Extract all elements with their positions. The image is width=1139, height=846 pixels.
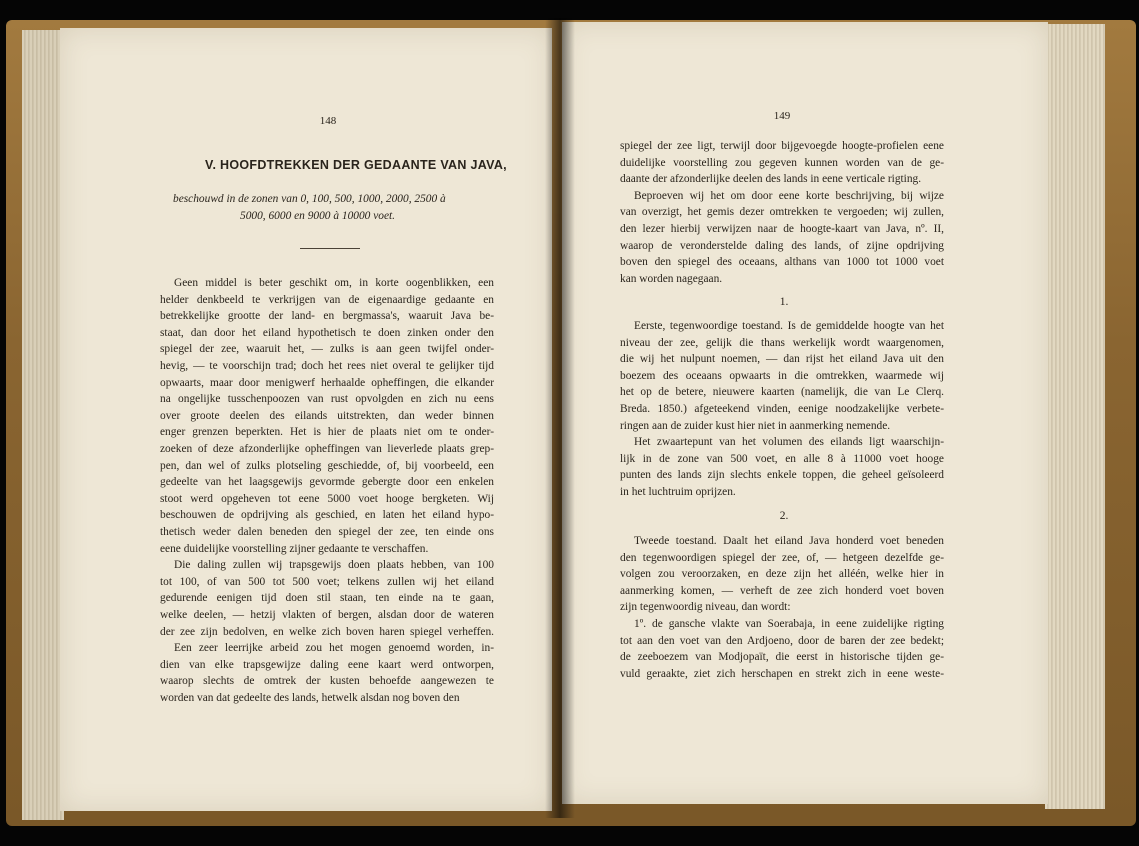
text-line: het op de betere, nieuwere kaarten (namelijk, die van Le Clerq.	[620, 386, 944, 399]
chapter-heading: V. HOOFDTREKKEN DER GEDAANTE VAN JAVA,	[205, 158, 507, 172]
text-line: over groote deelen des eilands uitstrekten, dan weder binnen	[160, 409, 494, 422]
text-line: Een zeer leerrijke arbeid zou het mogen genoemd worden, in-	[174, 642, 494, 655]
text-line: van overzigt, het gemis dezer omtrekken te vergoeden; wij zullen,	[620, 206, 944, 219]
text-line: zoeken of deze afzonderlijke opheffingen van lieverlede plaats grep-	[160, 443, 494, 455]
divider-rule	[300, 248, 360, 249]
text-line: Geen middel is beter geschikt om, in korte oogenblikken, een	[174, 277, 494, 289]
text-line: na ongelijke tusschenpoozen van rust opvolgden en zich nu eens	[160, 393, 494, 406]
left-page	[60, 28, 552, 811]
text-line: ringen aan de zuider kust hier niet in aanmerking nemende.	[620, 419, 891, 432]
text-line: daante der afzonderlijke deelen des lands in eene verticale rigting.	[620, 173, 922, 186]
text-line: punten des lands zijn slechts enkele toppen, die geheel geïsoleerd	[620, 469, 944, 482]
text-line: Het zwaartepunt van het volumen des eilands ligt waarschijn-	[634, 436, 944, 449]
section-number: 1.	[779, 296, 789, 308]
text-line: de zeeboezem van Modjopaït, die eerst in historische tijden ge-	[620, 651, 944, 664]
text-line: stoot werd opgeheven tot eene 5000 voet hooge bergketen. Wij	[160, 492, 494, 505]
text-line: eene duidelijke voorstelling zijner gedaante te verschaffen.	[160, 542, 429, 555]
text-line: beschouwen de opdrijving als geschied, en laten het eiland hypo-	[160, 509, 494, 522]
text-line: zijn tegenwoordig niveau, dan wordt:	[620, 601, 791, 614]
page-edges-left	[22, 30, 64, 820]
text-line: spiegel der zee ligt, terwijl door bijgevoegde hoogte-profielen eene	[620, 140, 944, 152]
text-line: kan worden nagegaan.	[620, 272, 723, 285]
text-line: den lezer hierbij verwijzen naar de hoogte-kaart van Java, nº. II,	[620, 223, 944, 235]
right-page	[562, 22, 1048, 804]
book-gutter	[545, 18, 575, 818]
text-line: tot 100, of van 500 tot 500 voet; telkens zullen wij het eiland	[160, 575, 494, 588]
text-line: boven den spiegel des oceaans, althans van 1000 tot 1000 voet	[620, 256, 944, 269]
text-line: Beproeven wij het om door eene korte beschrijving, bij wijze	[634, 189, 944, 202]
page-edges-right	[1045, 24, 1105, 809]
text-line: pen, dan wel of zulks plotseling geschiedde, of, bij voorbeeld, een	[160, 459, 494, 472]
text-line: helder denkbeeld te verkrijgen van de eigenaardige gedaante en	[160, 293, 494, 306]
text-line: Tweede toestand. Daalt het eiland Java honderd voet beneden	[634, 535, 944, 547]
text-line: dien van elke trapsgewijze daling eene kaart werd ontworpen,	[160, 658, 494, 671]
text-line: aanmerking komen, — verheft de zee zich honderd voet boven	[620, 584, 944, 597]
text-line: tot aan den voet van den Ardjoeno, door de baren der zee bedekt;	[620, 634, 944, 647]
text-line: vuld geraakte, ziet zich herschapen en strekt zich in eene weste-	[620, 667, 944, 680]
text-line: 1º. de gansche vlakte van Soerabaja, in eene zuidelijke rigting	[634, 618, 944, 630]
text-line: hevig, — te voorschijn trad; doch het rees niet overal te gelijker tijd	[160, 360, 494, 372]
text-line: enger grenzen beperkten. Het is hier de plaats niet om te onder-	[160, 426, 494, 439]
text-line: opwaarts, maar door menigwerf herhaalde opheffingen, die elkander	[160, 376, 494, 389]
text-line: den tegenwoordigen spiegel der zee, of, — hetgeen dezelfde ge-	[620, 551, 944, 564]
page-number: 148	[319, 115, 337, 127]
text-line: in het luchtruim oprijzen.	[620, 486, 736, 498]
text-line: volgen zou veroorzaken, en deze zijn het alléén, welke hier in	[620, 568, 944, 581]
text-line: gedeelte van het laagsgewijs gevormde gebergte door een enkelen	[160, 476, 494, 489]
text-line: spiegel der zee, waaruit het, — zulks is aan geen twijfel onder-	[160, 343, 494, 356]
text-line: boezem des oceaans opwaarts in die omtrekken, waarmede wij	[620, 369, 944, 382]
text-line: worden van dat gedeelte des lands, hetwelk alsdan nog boven den	[160, 692, 460, 704]
text-line: waarop de veronderstelde daling des lands, of zijne opdrijving	[620, 239, 944, 252]
text-line: waarop slechts de omtrek der kusten behoefde aangewezen te	[160, 675, 494, 688]
text-line: staat, dan door het eiland hypothetisch te doen zinken onder den	[160, 326, 494, 339]
text-line: gedurende eenigen tijd doen stil staan, ten einde na te gaan,	[160, 592, 494, 605]
text-line: Breda. 1850.) afgeteekend vinden, eenige noodzakelijke verbete-	[620, 403, 944, 415]
text-line: niveau der zee, gelijk die thans werkelijk wordt waargenomen,	[620, 336, 944, 349]
text-line: thetisch weder dalen beneden den spiegel der zee, ten einde ons	[160, 526, 494, 538]
chapter-subtitle-line: 5000, 6000 en 9000 à 10000 voet.	[240, 210, 396, 222]
text-line: die wij het nulpunt noemen, — dan rijst het eiland Java uit den	[620, 353, 944, 366]
text-line: Eerste, tegenwoordige toestand. Is de gemiddelde hoogte van het	[634, 320, 944, 332]
chapter-subtitle-line: beschouwd in de zonen van 0, 100, 500, 1000, 2000, 2500 à	[173, 193, 446, 205]
page-number: 149	[773, 110, 791, 122]
text-line: der zee zijn bedolven, en welke zich boven haren spiegel verheffen.	[160, 625, 494, 638]
text-line: welke deelen, — hetzij vlakten of bergen, alsdan door de wateren	[160, 609, 494, 621]
section-number: 2.	[779, 510, 789, 522]
text-line: betrekkelijke grootte der land- en bergmassa's, waaruit Java be-	[160, 310, 494, 323]
text-line: duidelijke voorstelling zou gegeven kunnen worden van de ge-	[620, 156, 944, 169]
text-line: lijk in de zone van 500 voet, en alle 8 à 11000 voet hooge	[620, 452, 944, 465]
text-line: Die daling zullen wij trapsgewijs doen plaats hebben, van 100	[174, 559, 494, 572]
